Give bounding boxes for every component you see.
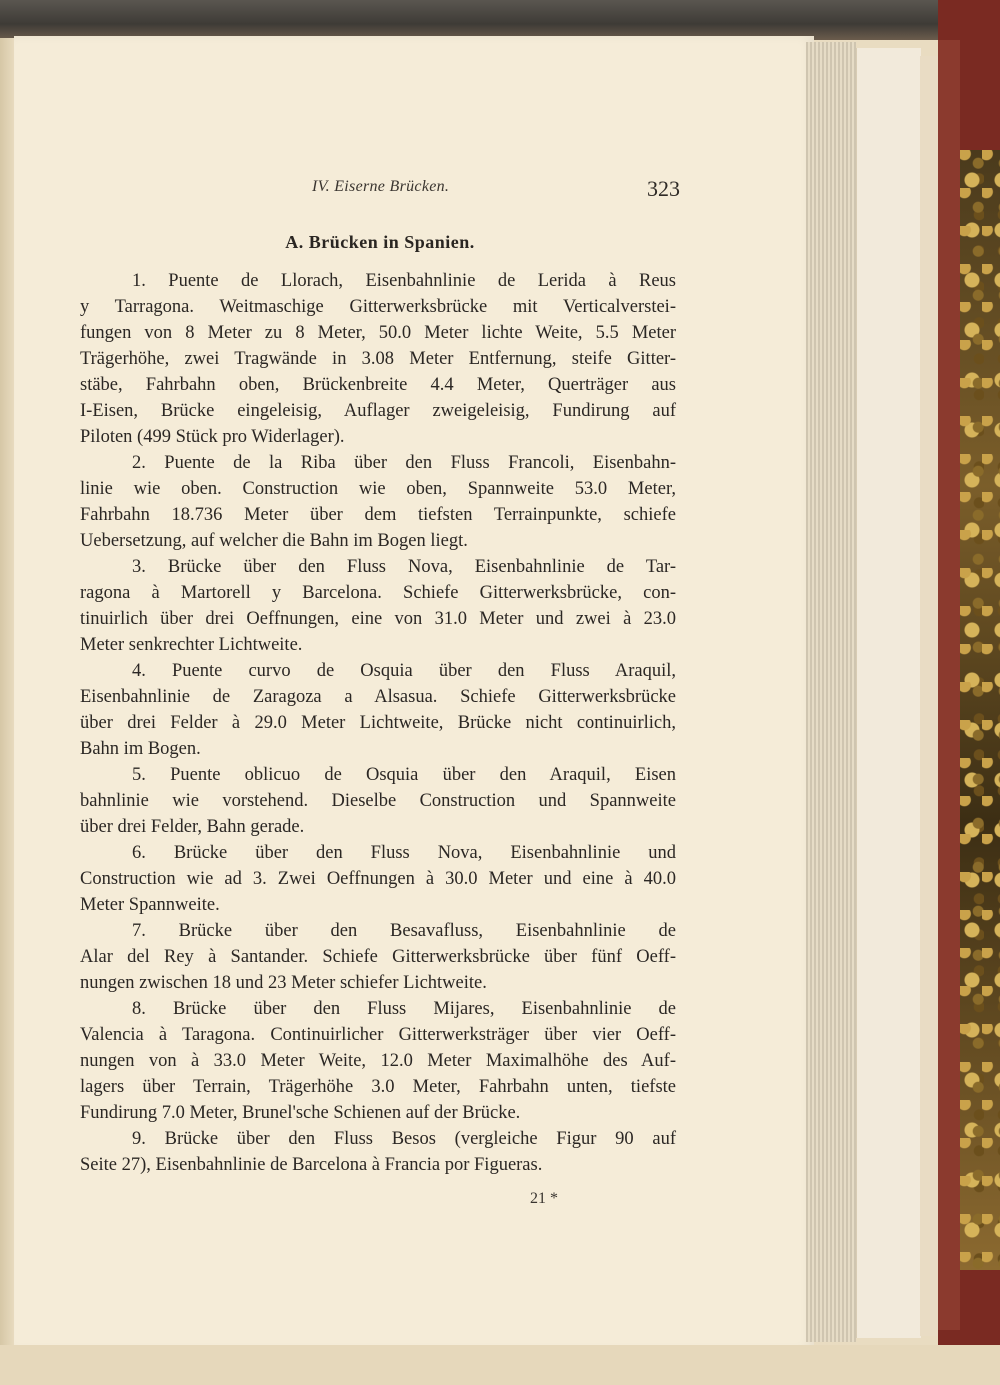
page-number: 323 [647, 176, 680, 201]
table-surface [0, 1345, 1000, 1385]
text-line: Fahrbahn 18.736 Meter über dem tiefsten Terrainpunkte, schiefe [80, 505, 676, 525]
marbled-edge [960, 150, 1000, 1270]
text-line: y Tarragona. Weitmaschige Gitterwerksbrücke mit Verticalverstei- [80, 297, 676, 317]
paragraph [80, 450, 676, 554]
section-title: A. Brücken in Spanien. [285, 232, 475, 252]
paragraph [80, 658, 676, 762]
text-line: lagers über Terrain, Trägerhöhe 3.0 Meter, Fahrbahn unten, tiefste [80, 1077, 676, 1097]
text-line: bahnlinie wie vorstehend. Dieselbe Construction und Spannweite [80, 791, 676, 811]
text-line: Fundirung 7.0 Meter, Brunel'sche Schienen auf der Brücke. [80, 1103, 521, 1123]
text-line: 5. Puente oblicuo de Osquia über den Araquil, Eisen [132, 765, 676, 785]
paragraph [80, 554, 676, 658]
body-text [80, 268, 676, 1178]
paragraph [80, 996, 676, 1126]
text-line: nungen zwischen 18 und 23 Meter schiefer Lichtweite. [80, 973, 487, 993]
text-line: Trägerhöhe, zwei Tragwände in 3.08 Meter Entfernung, steife Gitter- [80, 349, 676, 369]
text-line: über drei Felder, Bahn gerade. [80, 817, 305, 837]
text-line: I-Eisen, Brücke eingeleisig, Auflager zweigeleisig, Fundirung auf [80, 401, 676, 421]
paragraph [80, 918, 676, 996]
text-line: 1. Puente de Llorach, Eisenbahnlinie de Lerida à Reus [132, 271, 676, 291]
text-line: linie wie oben. Construction wie oben, Spannweite 53.0 Meter, [80, 479, 676, 499]
text-line: Eisenbahnlinie de Zaragoza a Alsasua. Schiefe Gitterwerksbrücke [80, 687, 676, 707]
text-line: nungen von à 33.0 Meter Weite, 12.0 Meter Maximalhöhe des Auf- [80, 1051, 676, 1071]
page-stack-edges-back [920, 56, 938, 1336]
cover-spine-strip [938, 40, 960, 1330]
book-cover-top [0, 0, 1000, 40]
text-line: Uebersetzung, auf welcher die Bahn im Bogen liegt. [80, 531, 468, 551]
paragraph [80, 268, 676, 450]
text-line: 4. Puente curvo de Osquia über den Fluss Araquil, [132, 661, 676, 681]
text-line: Piloten (499 Stück pro Widerlager). [80, 427, 345, 447]
running-head: IV. Eiserne Brücken. [312, 178, 450, 195]
paragraph [80, 840, 676, 918]
paragraph [80, 762, 676, 840]
text-line: über drei Felder à 29.0 Meter Lichtweite, Brücke nicht continuirlich, [80, 713, 676, 733]
text-line: Meter Spannweite. [80, 895, 220, 915]
text-line: ragona à Martorell y Barcelona. Schiefe Gitterwerksbrücke, con- [80, 583, 676, 603]
text-line: 2. Puente de la Riba über den Fluss Francoli, Eisenbahn- [132, 453, 676, 473]
page-stack-edges [806, 42, 856, 1342]
text-line: 7. Brücke über den Besavafluss, Eisenbahnlinie de [132, 921, 676, 941]
page-header [80, 178, 680, 202]
text-line: Meter senkrechter Lichtweite. [80, 635, 303, 655]
text-line: tinuirlich über drei Oeffnungen, eine von 31.0 Meter und zwei à 23.0 [80, 609, 676, 629]
signature-mark: 21 * [530, 1190, 558, 1207]
text-line: fungen von 8 Meter zu 8 Meter, 50.0 Meter lichte Weite, 5.5 Meter [80, 323, 676, 343]
text-line: Valencia à Taragona. Continuirlicher Gitterwerksträger über vier Oeff- [80, 1025, 676, 1045]
text-line: Construction wie ad 3. Zwei Oeffnungen à 30.0 Meter und eine à 40.0 [80, 869, 676, 889]
text-line: stäbe, Fahrbahn oben, Brückenbreite 4.4 Meter, Querträger aus [80, 375, 676, 395]
text-line: Alar del Rey à Santander. Schiefe Gitterwerksbrücke über fünf Oeff- [80, 947, 676, 967]
text-line: Seite 27), Eisenbahnlinie de Barcelona à Francia por Figueras. [80, 1155, 543, 1175]
page-stack-edges-outer [856, 48, 921, 1338]
text-line: 3. Brücke über den Fluss Nova, Eisenbahnlinie de Tar- [132, 557, 676, 577]
paragraph [80, 1126, 676, 1178]
text-line: 9. Brücke über den Fluss Besos (vergleiche Figur 90 auf [132, 1129, 676, 1149]
text-line: 8. Brücke über den Fluss Mijares, Eisenbahnlinie de [132, 999, 676, 1019]
text-line: Bahn im Bogen. [80, 739, 201, 759]
text-line: 6. Brücke über den Fluss Nova, Eisenbahnlinie und [132, 843, 676, 863]
